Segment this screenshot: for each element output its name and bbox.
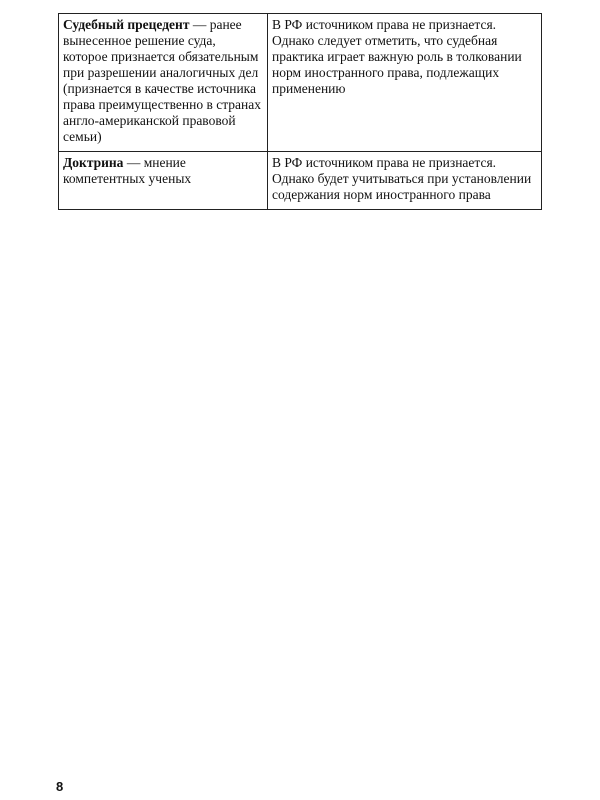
table-row	[59, 14, 542, 152]
source-status-text: В РФ источником права не признается. Однако будет учитываться при установлении содержания норм иностранного права	[272, 155, 532, 202]
page-number: 8	[56, 779, 64, 794]
source-status-cell	[268, 14, 542, 152]
table-row	[59, 152, 542, 210]
source-description-cell	[59, 14, 268, 152]
source-status-cell	[268, 152, 542, 210]
source-status-text: В РФ источником права не признается. Однако следует отметить, что судебная практика играет важную роль в толковании норм иностранного права, подлежащих применению	[272, 17, 522, 96]
sources-table	[58, 13, 542, 210]
source-definition: — ранее вынесенное решение суда, которое признается обязательным при разрешении аналогичных дел (признается в качестве источника права преимущественно в странах англо-американской правовой семьи)	[63, 17, 262, 144]
source-definition: — мнение компетентных ученых	[63, 155, 192, 186]
source-term: Доктрина	[63, 155, 124, 170]
source-term: Судебный прецедент	[63, 17, 190, 32]
source-description-cell	[59, 152, 268, 210]
